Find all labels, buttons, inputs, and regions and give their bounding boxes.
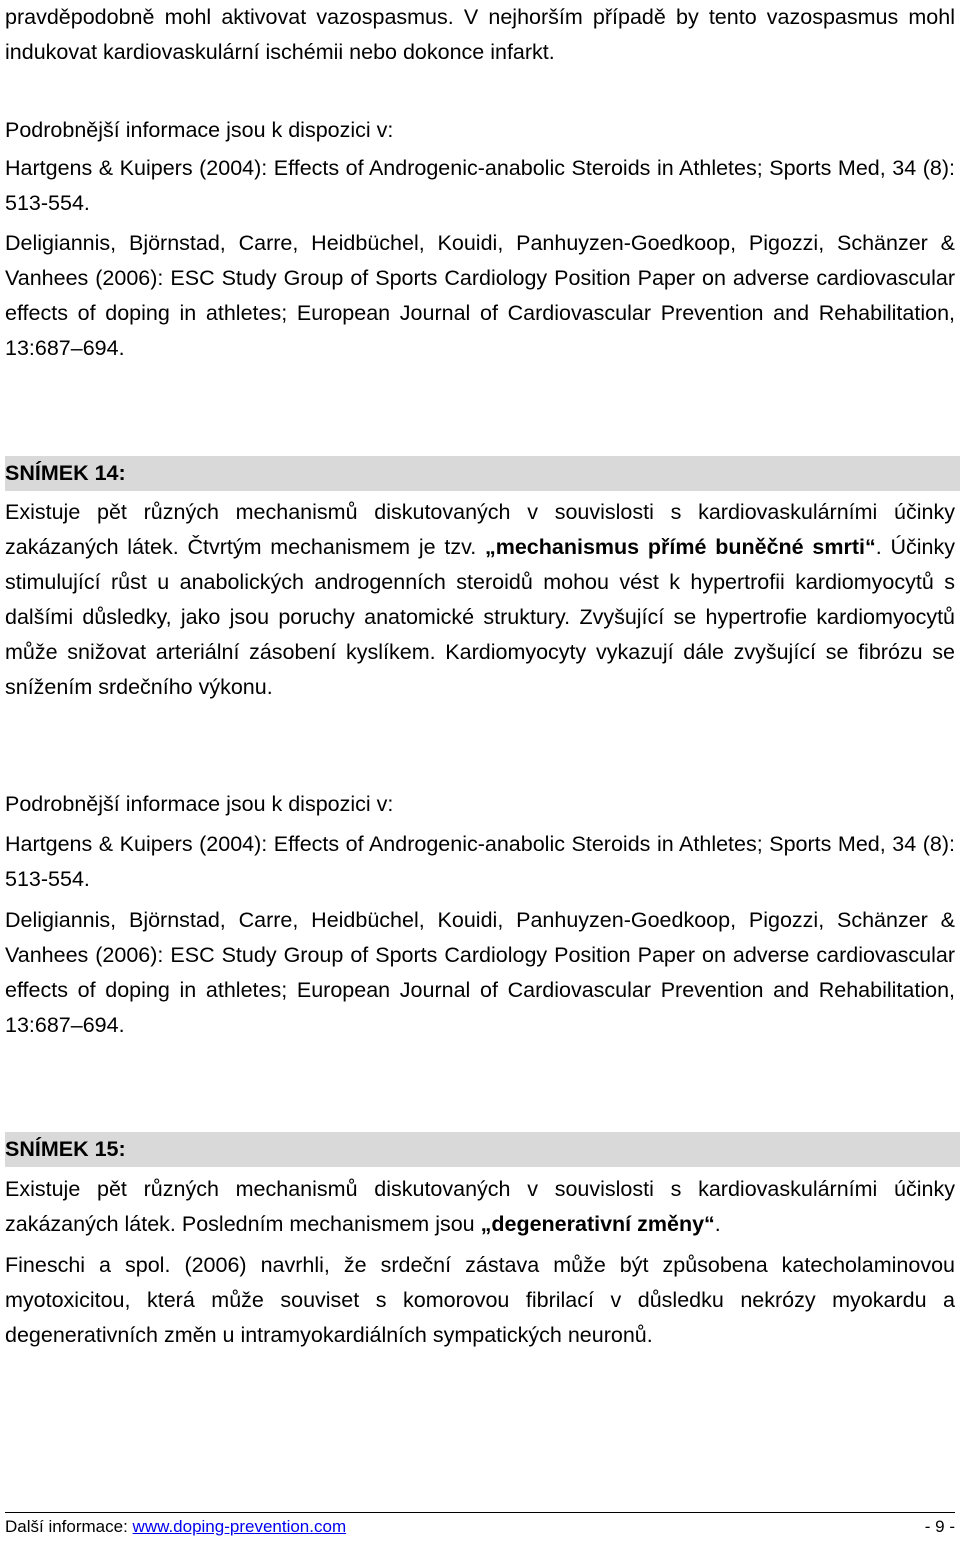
page-footer [5, 1512, 955, 1539]
reference-hartgens-1: Hartgens & Kuipers (2004): Effects of Androgenic-anabolic Steroids in Athletes; Sports Med, 34 (8): 513-554. [5, 156, 955, 215]
slide-15-paragraph-2: Fineschi a spol. (2006) navrhli, že srdeční zástava může být způsobena katecholaminovou myotoxicitou, která může souviset s komorovou fibrilací v důsledku nekrózy myokardu a degenerativních změn u intramyokardiálních sympatických neuronů. [5, 1253, 955, 1347]
slide-14-text-2: . Účinky stimulující růst u anabolických androgenních steroidů mohou vést k hypertrofii kardiomyocytů s dalšími důsledky, jako jsou poruchy anatomické struktury. Zvyšující se hypertrofie kardiomyocytů může snižovat arteriální zásobení kyslíkem. Kardiomyocyty vykazují dále zvyšující se fibrózu se snížením srdečního výkonu. [5, 535, 955, 699]
page-number: - 9 - [924, 1517, 955, 1536]
slide-14-bold-term: „mechanismus přímé buněčné smrti“ [484, 535, 876, 559]
references-intro-2: Podrobnější informace jsou k dispozici v: [5, 792, 394, 816]
slide-15-heading [5, 1132, 960, 1167]
references-intro-1: Podrobnější informace jsou k dispozici v: [5, 118, 394, 142]
reference-deligiannis-2: Deligiannis, Björnstad, Carre, Heidbüchel, Kouidi, Panhuyzen-Goedkoop, Pigozzi, Schänzer & Vanhees (2006): ESC Study Group of Sports Cardiology Position Paper on adverse cardiovascular effects of doping in athletes; European Journal of Cardiovascular Prevention and Rehabilitation, 13:687–694. [5, 908, 955, 1037]
slide-15-heading-text: SNÍMEK 15: [5, 1137, 126, 1161]
footer-link[interactable]: www.doping-prevention.com [132, 1517, 347, 1536]
slide-15-bold-term: „degenerativní změny“ [480, 1212, 715, 1236]
reference-hartgens-2: Hartgens & Kuipers (2004): Effects of Androgenic-anabolic Steroids in Athletes; Sports Med, 34 (8): 513-554. [5, 832, 955, 891]
reference-deligiannis-1: Deligiannis, Björnstad, Carre, Heidbüchel, Kouidi, Panhuyzen-Goedkoop, Pigozzi, Schänzer & Vanhees (2006): ESC Study Group of Sports Cardiology Position Paper on adverse cardiovascular effects of doping in athletes; European Journal of Cardiovascular Prevention and Rehabilitation, 13:687–694. [5, 231, 955, 360]
slide-14-heading [5, 456, 960, 491]
slide-15-paragraph-1 [5, 1172, 955, 1242]
footer-label: Další informace: [5, 1517, 133, 1536]
slide-14-text-1: Existuje pět různých mechanismů diskutovaných v souvislosti s kardiovaskulárními účinky zakázaných látek. Čtvrtým mechanismem je tzv. [5, 500, 955, 559]
slide-14-heading-text: SNÍMEK 14: [5, 461, 126, 485]
slide-15-text-2: . [714, 1212, 721, 1236]
top-paragraph: pravděpodobně mohl aktivovat vazospasmus. V nejhorším případě by tento vazospasmus mohl indukovat kardiovaskulární ischémii nebo dokonce infarkt. [5, 5, 955, 64]
slide-14-paragraph [5, 495, 955, 705]
slide-15-text-1: Existuje pět různých mechanismů diskutovaných v souvislosti s kardiovaskulárními účinky zakázaných látek. Posledním mechanismem jsou [5, 1177, 955, 1236]
